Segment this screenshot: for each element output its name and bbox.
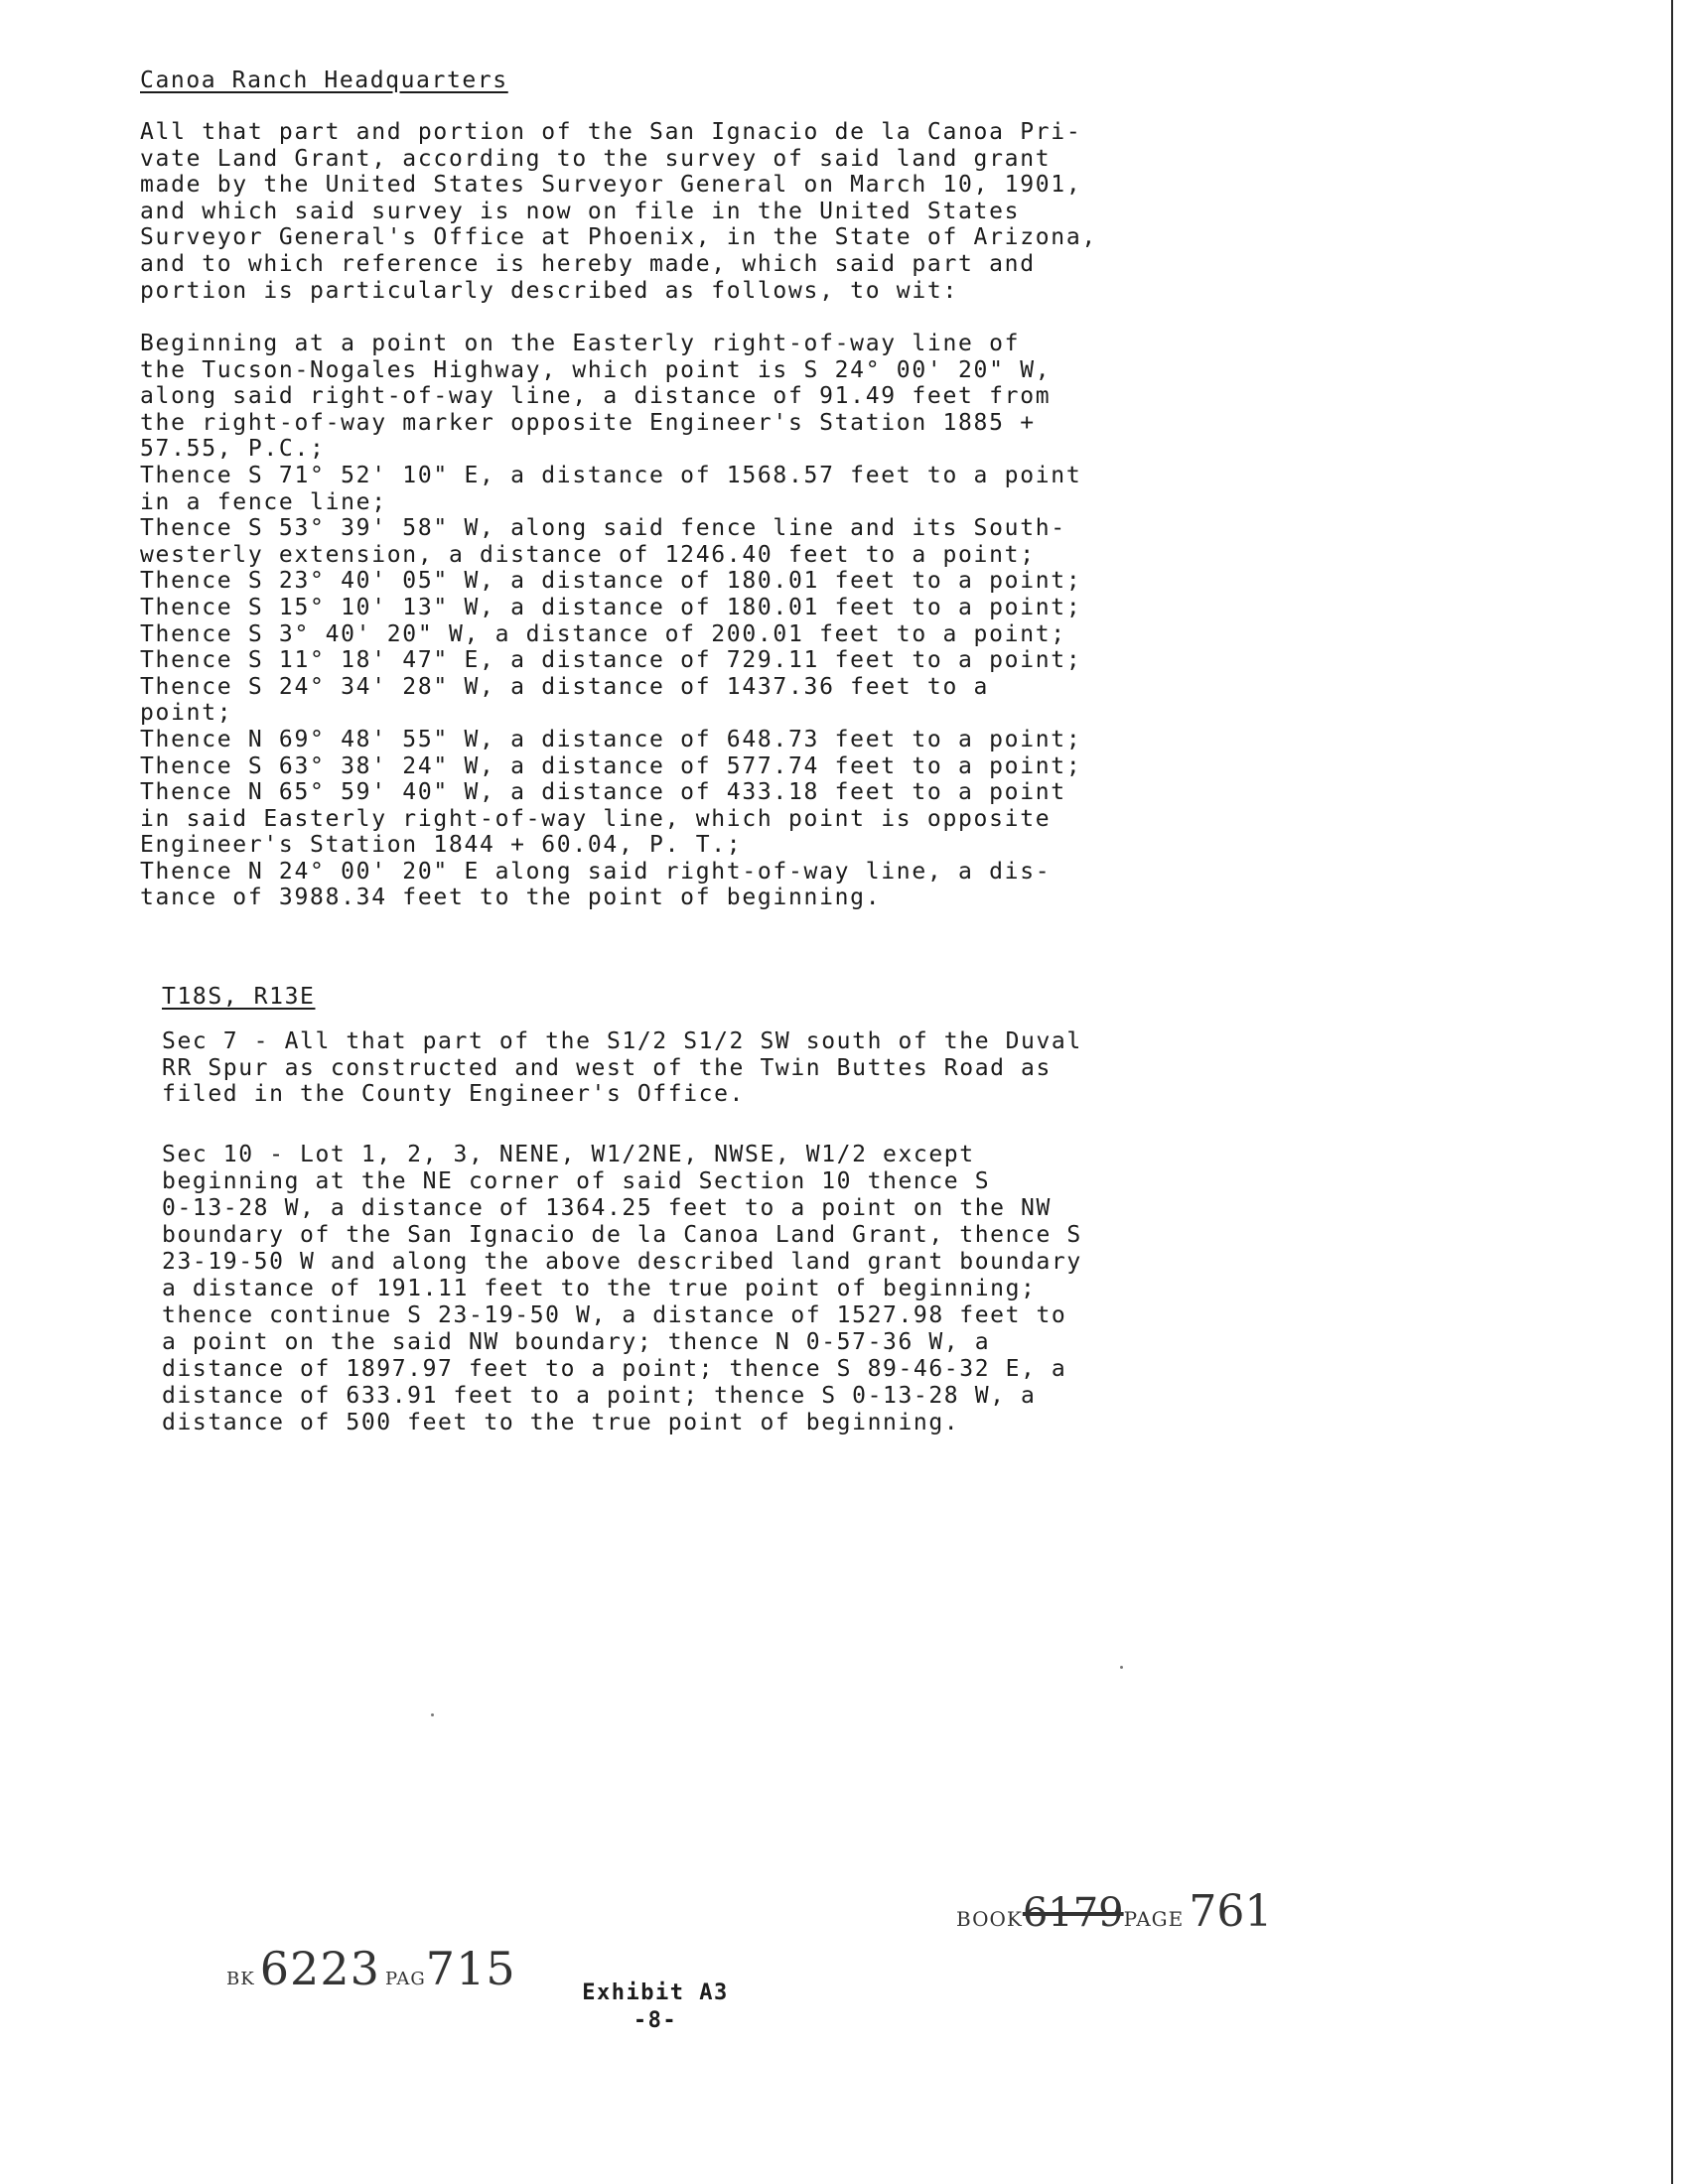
stamp-book-number: 6223 <box>259 1942 380 1995</box>
stamp-book-label: BOOK <box>956 1907 1023 1931</box>
metes-and-bounds-description: Beginning at a point on the Easterly right-of-way line of the Tucson-Nogales Highway, which point is S 24° 00' 20" W, along said right-of-way line, a distance of 91.49 feet from the right-of-way marker opposite Engineer's Station 1885 + 57.55, P.C.; Thence S 71° 52' 10" E, a distance of 1568.57 feet to a point in a fence line; Thence S 53° 39' 58" W, along said fence line and its South- westerly extension, a distance of 1246.40 feet to a point; Thence S 23° 40' 05" W, a distance of 180.01 feet to a point; Thence S 15° 10' 13" W, a distance of 180.01 feet to a point; Thence S 3° 40' 20" W, a distance of 200.01 feet to a point; Thence S 11° 18' 47" E, a distance of 729.11 feet to a point; Thence S 24° 34' 28" W, a distance of 1437.36 feet to a point; Thence N 69° 48' 55" W, a distance of 648.73 feet to a point; Thence S 63° 38' 24" W, a distance of 577.74 feet to a point; Thence N 65° 59' 40" W, a distance of 433.18 feet to a point in said Easterly right-of-way line, which point is opposite Engineer's Station 1844 + 60.04, P. T.; Thence N 24° 00' 20" E along said right-of-way line, a dis- tance of 3988.34 feet to the point of beginning. <box>140 331 1082 911</box>
section-heading-township-range: T18S, R13E <box>162 984 316 1010</box>
sec10-paragraph: Sec 10 - Lot 1, 2, 3, NENE, W1/2NE, NWSE, W1/2 except beginning at the NE corner of said Section 10 thence S 0-13-28 W, a distance of 1364.25 feet to a point on the NW boundary of the San Ignacio de la Canoa Land Grant, thence S 23-19-50 W and along the above described land grant boundary a distance of 191.11 feet to the true point of beginning; thence continue S 23-19-50 W, a distance of 1527.98 feet to a point on the said NW boundary; thence N 0-57-36 W, a distance of 1897.97 feet to a point; thence S 89-46-32 E, a distance of 633.91 feet to a point; thence S 0-13-28 W, a distance of 500 feet to the true point of beginning. <box>162 1142 1082 1435</box>
stamp-page-number: 761 <box>1189 1886 1273 1937</box>
section-heading-canoa-ranch: Canoa Ranch Headquarters <box>140 68 508 93</box>
recording-stamp-right <box>956 1886 1272 1937</box>
scan-page-edge <box>1671 0 1673 2184</box>
exhibit-label: Exhibit A3 <box>582 1980 729 2005</box>
scan-speck <box>431 1713 434 1716</box>
stamp-book-label: BK <box>226 1969 255 1989</box>
scan-speck <box>1120 1666 1123 1669</box>
stamp-book-number-struck: 6179 <box>1022 1890 1124 1936</box>
stamp-page-label: PAGE <box>1123 1907 1185 1931</box>
intro-paragraph: All that part and portion of the San Ignacio de la Canoa Pri- vate Land Grant, according to the survey of said land grant made by the United States Surveyor General on March 10, 1901, and which said survey is now on file in the United States Surveyor General's Office at Phoenix, in the State of Arizona, and to which reference is hereby made, which said part and portion is particularly described as follows, to wit: <box>140 119 1097 304</box>
recording-stamp-left <box>226 1942 516 1995</box>
stamp-page-number: 715 <box>425 1942 516 1995</box>
stamp-page-label: PAG <box>384 1969 426 1989</box>
sec7-paragraph: Sec 7 - All that part of the S1/2 S1/2 SW south of the Duval RR Spur as constructed and west of the Twin Buttes Road as filed in the County Engineer's Office. <box>162 1028 1082 1108</box>
page-footer <box>576 1979 735 2035</box>
page-number: -8- <box>633 2008 678 2033</box>
